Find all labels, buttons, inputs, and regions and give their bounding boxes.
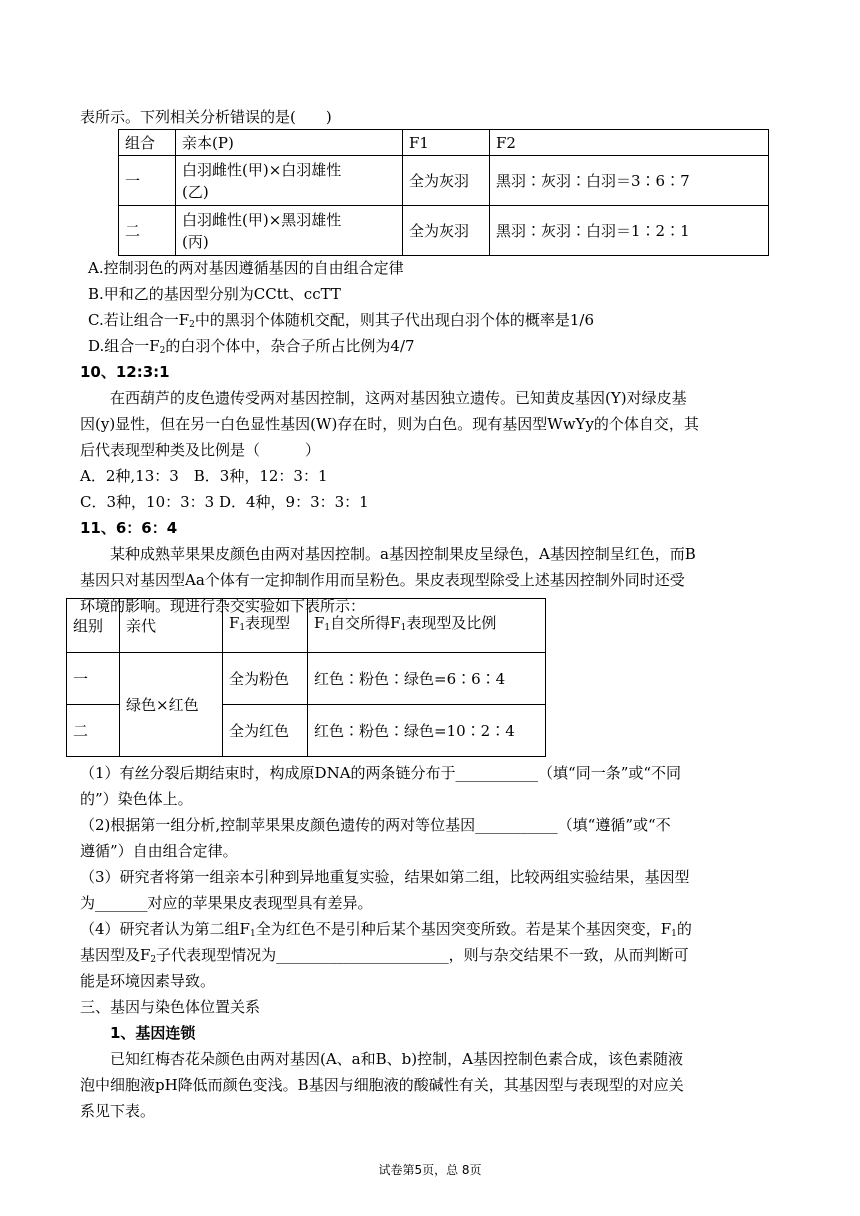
q11-heading: 11、6：6：4 bbox=[80, 519, 178, 537]
q11-sub4-b: 基因型及$F_2$子代表现型情况为_______________________，则与杂交结果不一致，从而判断可 bbox=[80, 946, 689, 965]
q11-sub2-a: （2)根据第一组分析,控制苹果果皮颜色遗传的两对等位基因___________（填“遵循”或“不 bbox=[80, 816, 671, 834]
q11-parent-cell: 绿色×红色 bbox=[120, 653, 223, 757]
q11-sub1-b: 的”）染色体上。 bbox=[80, 790, 193, 808]
q11-sub4-c: 能是环境因素导致。 bbox=[80, 972, 216, 990]
q9-row2-group: 二 bbox=[119, 206, 176, 256]
q9-header-parent: 亲本(P) bbox=[176, 130, 403, 156]
q11-sub4-a: （4）研究者认为第二组$F_1$全为红色不是引种后某个基因突变所致。若是某个基因突变，$F_1$的 bbox=[80, 920, 692, 939]
q9-row1-f1: 全为灰羽 bbox=[403, 156, 490, 206]
q9-option-a: A.控制羽色的两对基因遵循基因的自由组合定律 bbox=[88, 259, 404, 277]
q9-option-d: D.组合一$F_2$的白羽个体中，杂合子所占比例为4/7 bbox=[88, 337, 415, 356]
q11-header-group: 组别 bbox=[67, 599, 120, 653]
section3-para-1: 已知红梅杏花朵颜色由两对基因(A、a和B、b)控制，A基因控制色素合成，该色素随液 bbox=[110, 1050, 683, 1068]
q9-row1-f2: 黑羽∶灰羽∶白羽＝3∶6∶7 bbox=[490, 156, 769, 206]
q11-sub2-b: 遵循”）自由组合定律。 bbox=[80, 842, 238, 860]
q9-row2-parents: 白羽雌性(甲)×黑羽雄性 (丙) bbox=[176, 206, 403, 256]
q9-option-b: B.甲和乙的基因型分别为CCtt、ccTT bbox=[88, 285, 341, 303]
q9-row2-f2: 黑羽∶灰羽∶白羽＝1∶2∶1 bbox=[490, 206, 769, 256]
q11-stem-3: 环境的影响。现进行杂交实验如下表所示： bbox=[80, 597, 366, 615]
q10-options-cd: C．3种，10：3：3 D．4种，9：3：3：1 bbox=[80, 493, 369, 511]
q11-table bbox=[66, 598, 546, 757]
section3-subheading: 1、基因连锁 bbox=[110, 1024, 196, 1042]
q11-row2-f1: 全为红色 bbox=[223, 705, 308, 757]
q11-header-f1: $F_1$表现型 bbox=[223, 599, 308, 653]
page-footer: 试卷第5页，总 8页 bbox=[378, 1163, 482, 1177]
q9-intro: 表所示。下列相关分析错误的是( ) bbox=[80, 108, 332, 126]
table-row bbox=[67, 653, 546, 705]
table-row bbox=[119, 206, 769, 256]
q11-header-parent: 亲代 bbox=[120, 599, 223, 653]
q9-row2-f1: 全为灰羽 bbox=[403, 206, 490, 256]
q11-row1-f2: 红色∶粉色∶绿色=6∶6∶4 bbox=[308, 653, 546, 705]
q11-sub1-a: （1）有丝分裂后期结束时，构成原DNA的两条链分布于___________（填“同一条”或“不同 bbox=[80, 764, 682, 782]
q10-heading: 10、12:3:1 bbox=[80, 363, 170, 381]
q10-stem-1: 在西葫芦的皮色遗传受两对基因控制，这两对基因独立遗传。已知黄皮基因(Y)对绿皮基 bbox=[110, 389, 687, 407]
q9-header-group: 组合 bbox=[119, 130, 176, 156]
q9-row1-parents: 白羽雌性(甲)×白羽雄性 (乙) bbox=[176, 156, 403, 206]
q11-stem-1: 某种成熟苹果果皮颜色由两对基因控制。a基因控制果皮呈绿色，A基因控制呈红色，而B bbox=[110, 545, 696, 563]
q10-options-ab: A．2种,13：3 B．3种，12：3：1 bbox=[80, 467, 328, 485]
q11-row2-f2: 红色∶粉色∶绿色=10∶2∶4 bbox=[308, 705, 546, 757]
q9-table bbox=[118, 129, 769, 256]
q11-stem-2: 基因只对基因型Aa个体有一定抑制作用而呈粉色。果皮表现型除受上述基因控制外同时还受 bbox=[80, 571, 685, 589]
q11-sub3-a: （3）研究者将第一组亲本引种到异地重复实验，结果如第二组，比较两组实验结果，基因型 bbox=[80, 868, 690, 886]
section3-para-3: 系见下表。 bbox=[80, 1102, 156, 1120]
q11-header-f2: $F_1$自交所得$F_1$表现型及比例 bbox=[308, 599, 546, 653]
q9-option-c: C.若让组合一$F_2$中的黑羽个体随机交配，则其子代出现白羽个体的概率是1/6 bbox=[88, 311, 595, 330]
q9-row1-group: 一 bbox=[119, 156, 176, 206]
q9-header-f2: F2 bbox=[490, 130, 769, 156]
q10-stem-3: 后代表现型种类及比例是（ ） bbox=[80, 441, 321, 459]
q10-stem-2: 因(y)显性，但在另一白色显性基因(W)存在时，则为白色。现有基因型WwYy的个体自交，其 bbox=[80, 415, 699, 433]
section3-para-2: 泡中细胞液pH降低而颜色变浅。B基因与细胞液的酸碱性有关，其基因型与表现型的对应关 bbox=[80, 1076, 684, 1094]
q11-row1-f1: 全为粉色 bbox=[223, 653, 308, 705]
table-row bbox=[119, 156, 769, 206]
section3-heading: 三、基因与染色体位置关系 bbox=[80, 998, 261, 1016]
q11-row2-group: 二 bbox=[67, 705, 120, 757]
q9-header-f1: F1 bbox=[403, 130, 490, 156]
q11-row1-group: 一 bbox=[67, 653, 120, 705]
q11-sub3-b: 为_______对应的苹果果皮表现型具有差异。 bbox=[80, 894, 373, 912]
